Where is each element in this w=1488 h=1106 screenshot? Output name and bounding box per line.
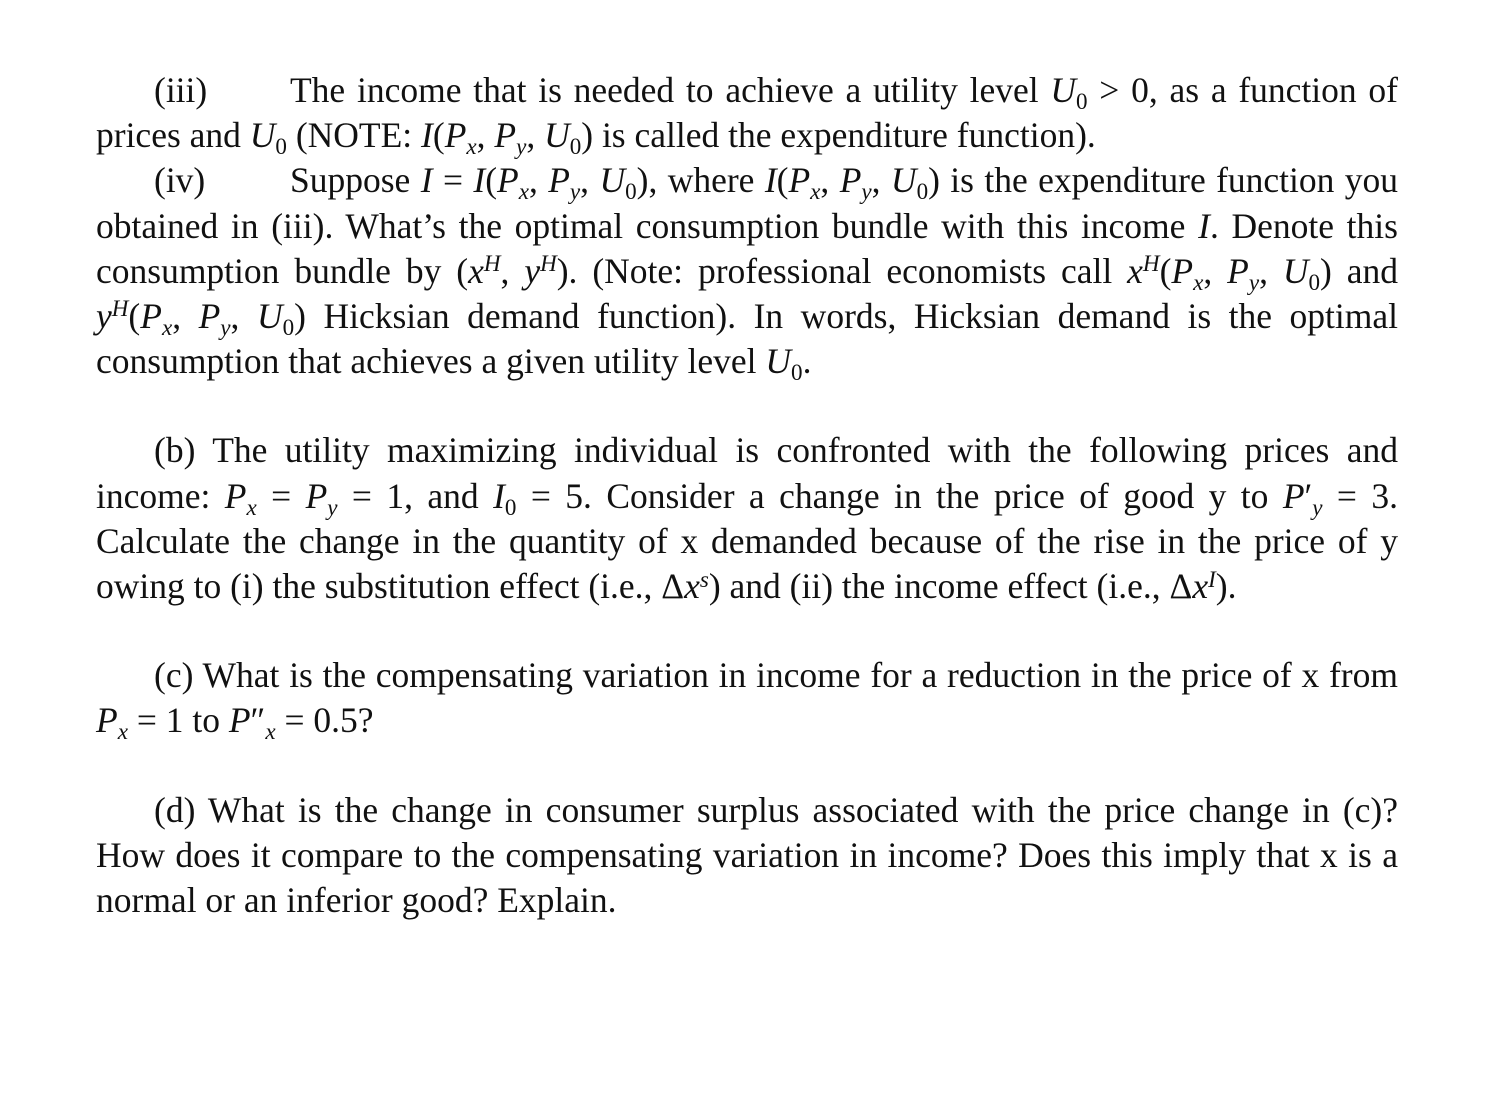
document-page xyxy=(96,68,1398,923)
paragraph-c: (c) What is the compensating variation in income for a reduction in the price of x from $P_x = 1$ to $P''_x = 0.5$? xyxy=(96,655,1398,745)
paragraph-d-text: What is the change in consumer surplus associated with the price change in (c)? How does it compare to the compensating variation in income? Does this imply that x is a normal or an inferior good? Explain. xyxy=(96,789,1399,921)
label-b: (b) xyxy=(154,430,196,471)
paragraph-d xyxy=(96,788,1398,924)
label-iii: (iii) xyxy=(154,70,208,110)
label-d: (d) xyxy=(154,789,196,830)
paragraph-b: (b) The utility maximizing individual is confronted with the following prices and income: $P_x = P_y = 1$, and $I_0 = 5$. Consider a change in the price of good y to $P'_y = 3$. Calculate the change in the quantity of x demanded because of the rise in the price of y owing to (i) the substitution effect (i.e., $\Delta x^s$) and (ii) the income effect (i.e., $\Delta x^I$). xyxy=(96,430,1398,607)
paragraph-iv: (iv) Suppose $I = I(P_x$, $P_y$, $U_0$), where $I(P_x$, $P_y$, $U_0$) is the expenditure function you obtained in (iii). What’s the optimal consumption bundle with this income I. Denote this consumption bundle by ($x^H$, $y^H$). (Note: professional economists call $x^H(P_x$, $P_y$, $U_0$) and $y^H(P_x$, $P_y$, $U_0$) Hicksian demand function). In words, Hicksian demand is the optimal consumption that achieves a given utility level $U_0$. xyxy=(96,160,1399,386)
label-c: (c) xyxy=(154,655,194,696)
label-iv: (iv) xyxy=(154,160,206,201)
paragraph-iii: (iii) The income that is needed to achieve a utility level $U_0 > 0$, as a function of prices and $U_0$ (NOTE: $I(P_x$, $P_y$, $U_0$) is called the expenditure function). xyxy=(96,70,1398,160)
